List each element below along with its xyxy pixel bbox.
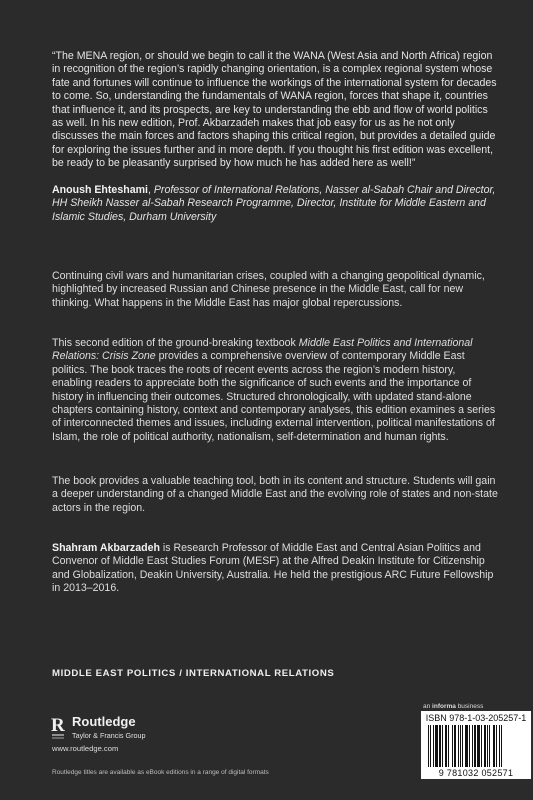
barcode-icon bbox=[428, 725, 524, 767]
blurb-paragraph-2 bbox=[52, 337, 498, 444]
barcode-bar bbox=[496, 725, 497, 767]
barcode-bar bbox=[484, 725, 486, 767]
barcode-bar bbox=[458, 725, 459, 767]
barcode-bar bbox=[474, 725, 476, 767]
barcode-bar bbox=[487, 725, 488, 767]
quote-text: “The MENA region, or should we begin to call it the WANA (West Asia and North Africa) region in recognition of the region’s rapidly changing orientation, is a complex regional system whose fate and fortunes will continue to influence the workings of the international system for decades to come. So, understanding the fundamentals of WANA region, forces that shape it, countries that influence it, and its prospects, are key to understanding the ebb and flow of world politics as well. In his new edition, Prof. Akbarzadeh makes that job easy for us as he not only discusses the main forces and factors shaping this critical region, but provides a detailed guide for exploring the issues further and in more depth. If you thought his first edition was excellent, be ready to be pleasantly surprised by how much he has added here as well!” bbox=[52, 50, 497, 170]
blurb-p2-intro: This second edition of the ground-breaking textbook bbox=[52, 337, 299, 349]
subject-category: MIDDLE EAST POLITICS / INTERNATIONAL RELATIONS bbox=[52, 668, 335, 679]
barcode-bar bbox=[445, 725, 447, 767]
barcode-bar bbox=[481, 725, 482, 767]
isbn-label: ISBN 978-1-03-205257-1 bbox=[425, 713, 527, 723]
blurb-paragraph-3: The book provides a valuable teaching tool, both in its content and structure. Students will gain a deeper understanding of a changed Middle East and the evolving role of states and non-state actors in the region. bbox=[52, 475, 498, 514]
publisher-brand: Routledge bbox=[72, 714, 136, 729]
barcode-bar bbox=[454, 725, 456, 767]
barcode-bar bbox=[442, 725, 443, 767]
barcode-bar bbox=[462, 725, 463, 767]
barcode-bar bbox=[452, 725, 453, 767]
barcode-bar bbox=[499, 725, 500, 767]
barcode-bar bbox=[435, 725, 438, 767]
barcode-panel bbox=[421, 711, 531, 779]
blurb-paragraph-1: Continuing civil wars and humanitarian crises, coupled with a changing geopolitical dynamic, highlighted by increased Russian and Chinese presence in the Middle East, call for new thinking. What happens in the Middle East has major global repercussions. bbox=[52, 270, 485, 309]
barcode-bar bbox=[477, 725, 480, 767]
barcode-bar bbox=[439, 725, 441, 767]
blurb-p2-body: provides a comprehensive overview of contemporary Middle East politics. The book traces the roots of recent events across the region’s modern history, enabling readers to appreciate both the significance of such events and the importance of history in influencing their outcomes. Structured chronologically, with updated stand-alone chapters containing history, context and contemporary analyses, this edition examines a series of interconnected themes and issues, including external intervention, political manifestations of Islam, the role of political authority, nationalism, self-determination and human rights. bbox=[52, 350, 496, 443]
informa-wordmark: informa bbox=[432, 703, 456, 710]
barcode-bar bbox=[465, 725, 468, 767]
endorsement-quote bbox=[52, 50, 498, 171]
endorsement-attribution: Anoush Ehteshami, Professor of International Relations, Nasser al-Sabah Chair and Director, HH Sheikh Nasser al-Sabah Research Programme, Director, Institute for Middle Eastern and Islamic Studies, Durham University bbox=[52, 184, 496, 223]
publisher-group: Taylor & Francis Group bbox=[72, 731, 146, 740]
barcode-bar bbox=[501, 725, 502, 767]
book-title: Middle East Politics and International Relations: Crisis Zone bbox=[52, 337, 473, 363]
barcode-bar bbox=[433, 725, 434, 767]
author-name: Shahram Akbarzadeh bbox=[52, 542, 160, 554]
publisher-website[interactable]: www.routledge.com bbox=[52, 744, 119, 753]
barcode-bar bbox=[448, 725, 449, 767]
endorser-name: Anoush Ehteshami bbox=[52, 184, 148, 196]
barcode-bar bbox=[493, 725, 495, 767]
routledge-logo bbox=[50, 713, 170, 747]
author-bio-text: is Research Professor of Middle East and Central Asian Politics and Convenor of Middle East Studies Forum (MESF) at the Alfred Deakin Institute for Citizenship and Globalization, Deakin University, Australia. He held the prestigious ARC Future Fellowship in 2013–2016. bbox=[52, 542, 494, 595]
endorser-affiliation: Professor of International Relations, Nasser al-Sabah Chair and Director, HH Sheikh Nasser al-Sabah Research Programme, Director, Institute for Middle Eastern and Islamic Studies, Durham University bbox=[52, 184, 496, 223]
routledge-mark-icon bbox=[50, 713, 66, 743]
barcode-bar bbox=[472, 725, 473, 767]
barcode-bar bbox=[469, 725, 470, 767]
author-bio bbox=[52, 542, 498, 596]
barcode-digits: 9 781032 052571 bbox=[438, 768, 514, 778]
barcode-bar bbox=[489, 725, 490, 767]
ebook-note: Routledge titles are available as eBook editions in a range of digital formats bbox=[52, 769, 269, 776]
barcode-bar bbox=[460, 725, 461, 767]
svg-text:R: R bbox=[51, 715, 65, 736]
informa-business-label: an informa business bbox=[423, 703, 484, 710]
barcode-bar bbox=[430, 725, 431, 767]
barcode-bar bbox=[428, 725, 429, 767]
